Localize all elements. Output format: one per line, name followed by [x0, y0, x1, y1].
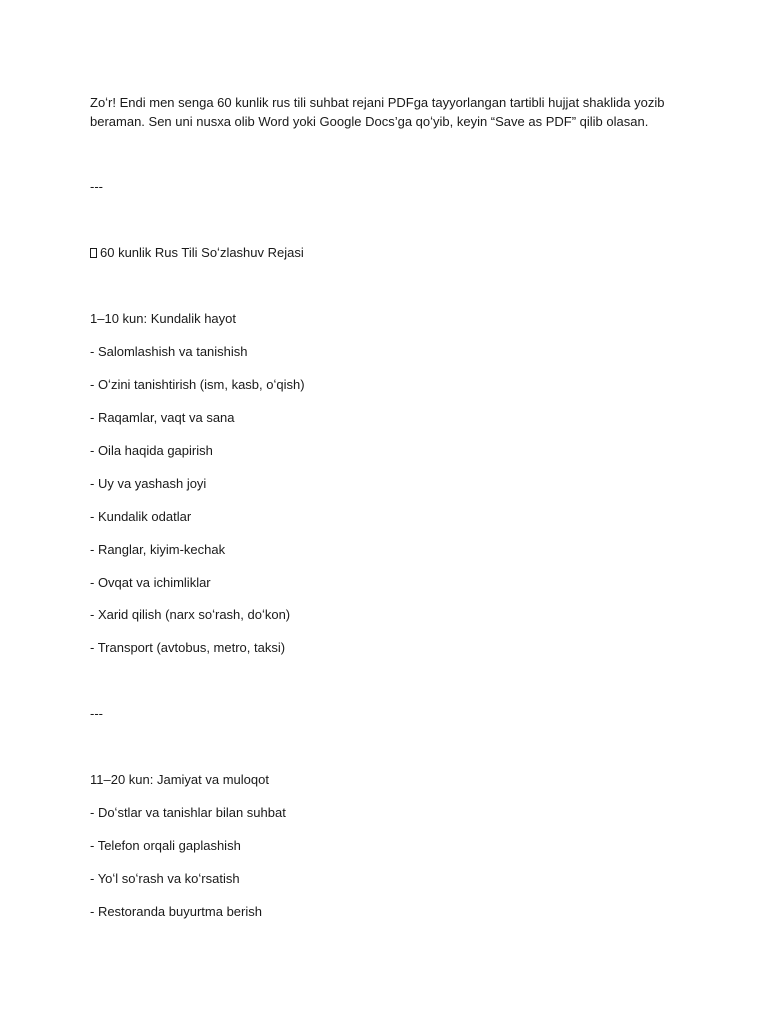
- list-item: - Salomlashish va tanishish: [90, 344, 248, 359]
- list-item: - Transport (avtobus, metro, taksi): [90, 640, 286, 655]
- separator-1: ---: [90, 179, 103, 194]
- list-item: - Restoranda buyurtma berish: [90, 904, 262, 919]
- list-item: - Oʻzini tanishtirish (ism, kasb, oʻqish): [90, 377, 305, 392]
- intro-line-1: Zoʻr! Endi men senga 60 kunlik rus tili suhbat rejani PDFga tayyorlangan tartibli hujjat shaklida yozib: [90, 95, 665, 110]
- intro-line-2: beraman. Sen uni nusxa olib Word yoki Google Docs’ga qoʻyib, keyin “Save as PDF” qilib olasan.: [90, 114, 649, 129]
- list-item: - Uy va yashash joyi: [90, 476, 207, 491]
- separator-2: ---: [90, 706, 103, 721]
- list-item: - Oila haqida gapirish: [90, 443, 213, 458]
- document-title: [90, 243, 304, 262]
- section1-heading: 1–10 kun: Kundalik hayot: [90, 311, 236, 326]
- list-item: - Ovqat va ichimliklar: [90, 575, 211, 590]
- missing-glyph-icon: [90, 248, 97, 258]
- list-item: - Yoʻl soʻrash va koʻrsatish: [90, 871, 240, 886]
- list-item: - Xarid qilish (narx soʻrash, doʻkon): [90, 607, 291, 622]
- list-item: - Doʻstlar va tanishlar bilan suhbat: [90, 805, 286, 820]
- list-item: - Telefon orqali gaplashish: [90, 838, 241, 853]
- title-text: 60 kunlik Rus Tili Soʻzlashuv Rejasi: [100, 245, 304, 260]
- intro-paragraph: [90, 93, 690, 131]
- list-item: - Kundalik odatlar: [90, 509, 192, 524]
- list-item: - Ranglar, kiyim-kechak: [90, 542, 226, 557]
- section2-heading: 11–20 kun: Jamiyat va muloqot: [90, 772, 269, 787]
- list-item: - Raqamlar, vaqt va sana: [90, 410, 235, 425]
